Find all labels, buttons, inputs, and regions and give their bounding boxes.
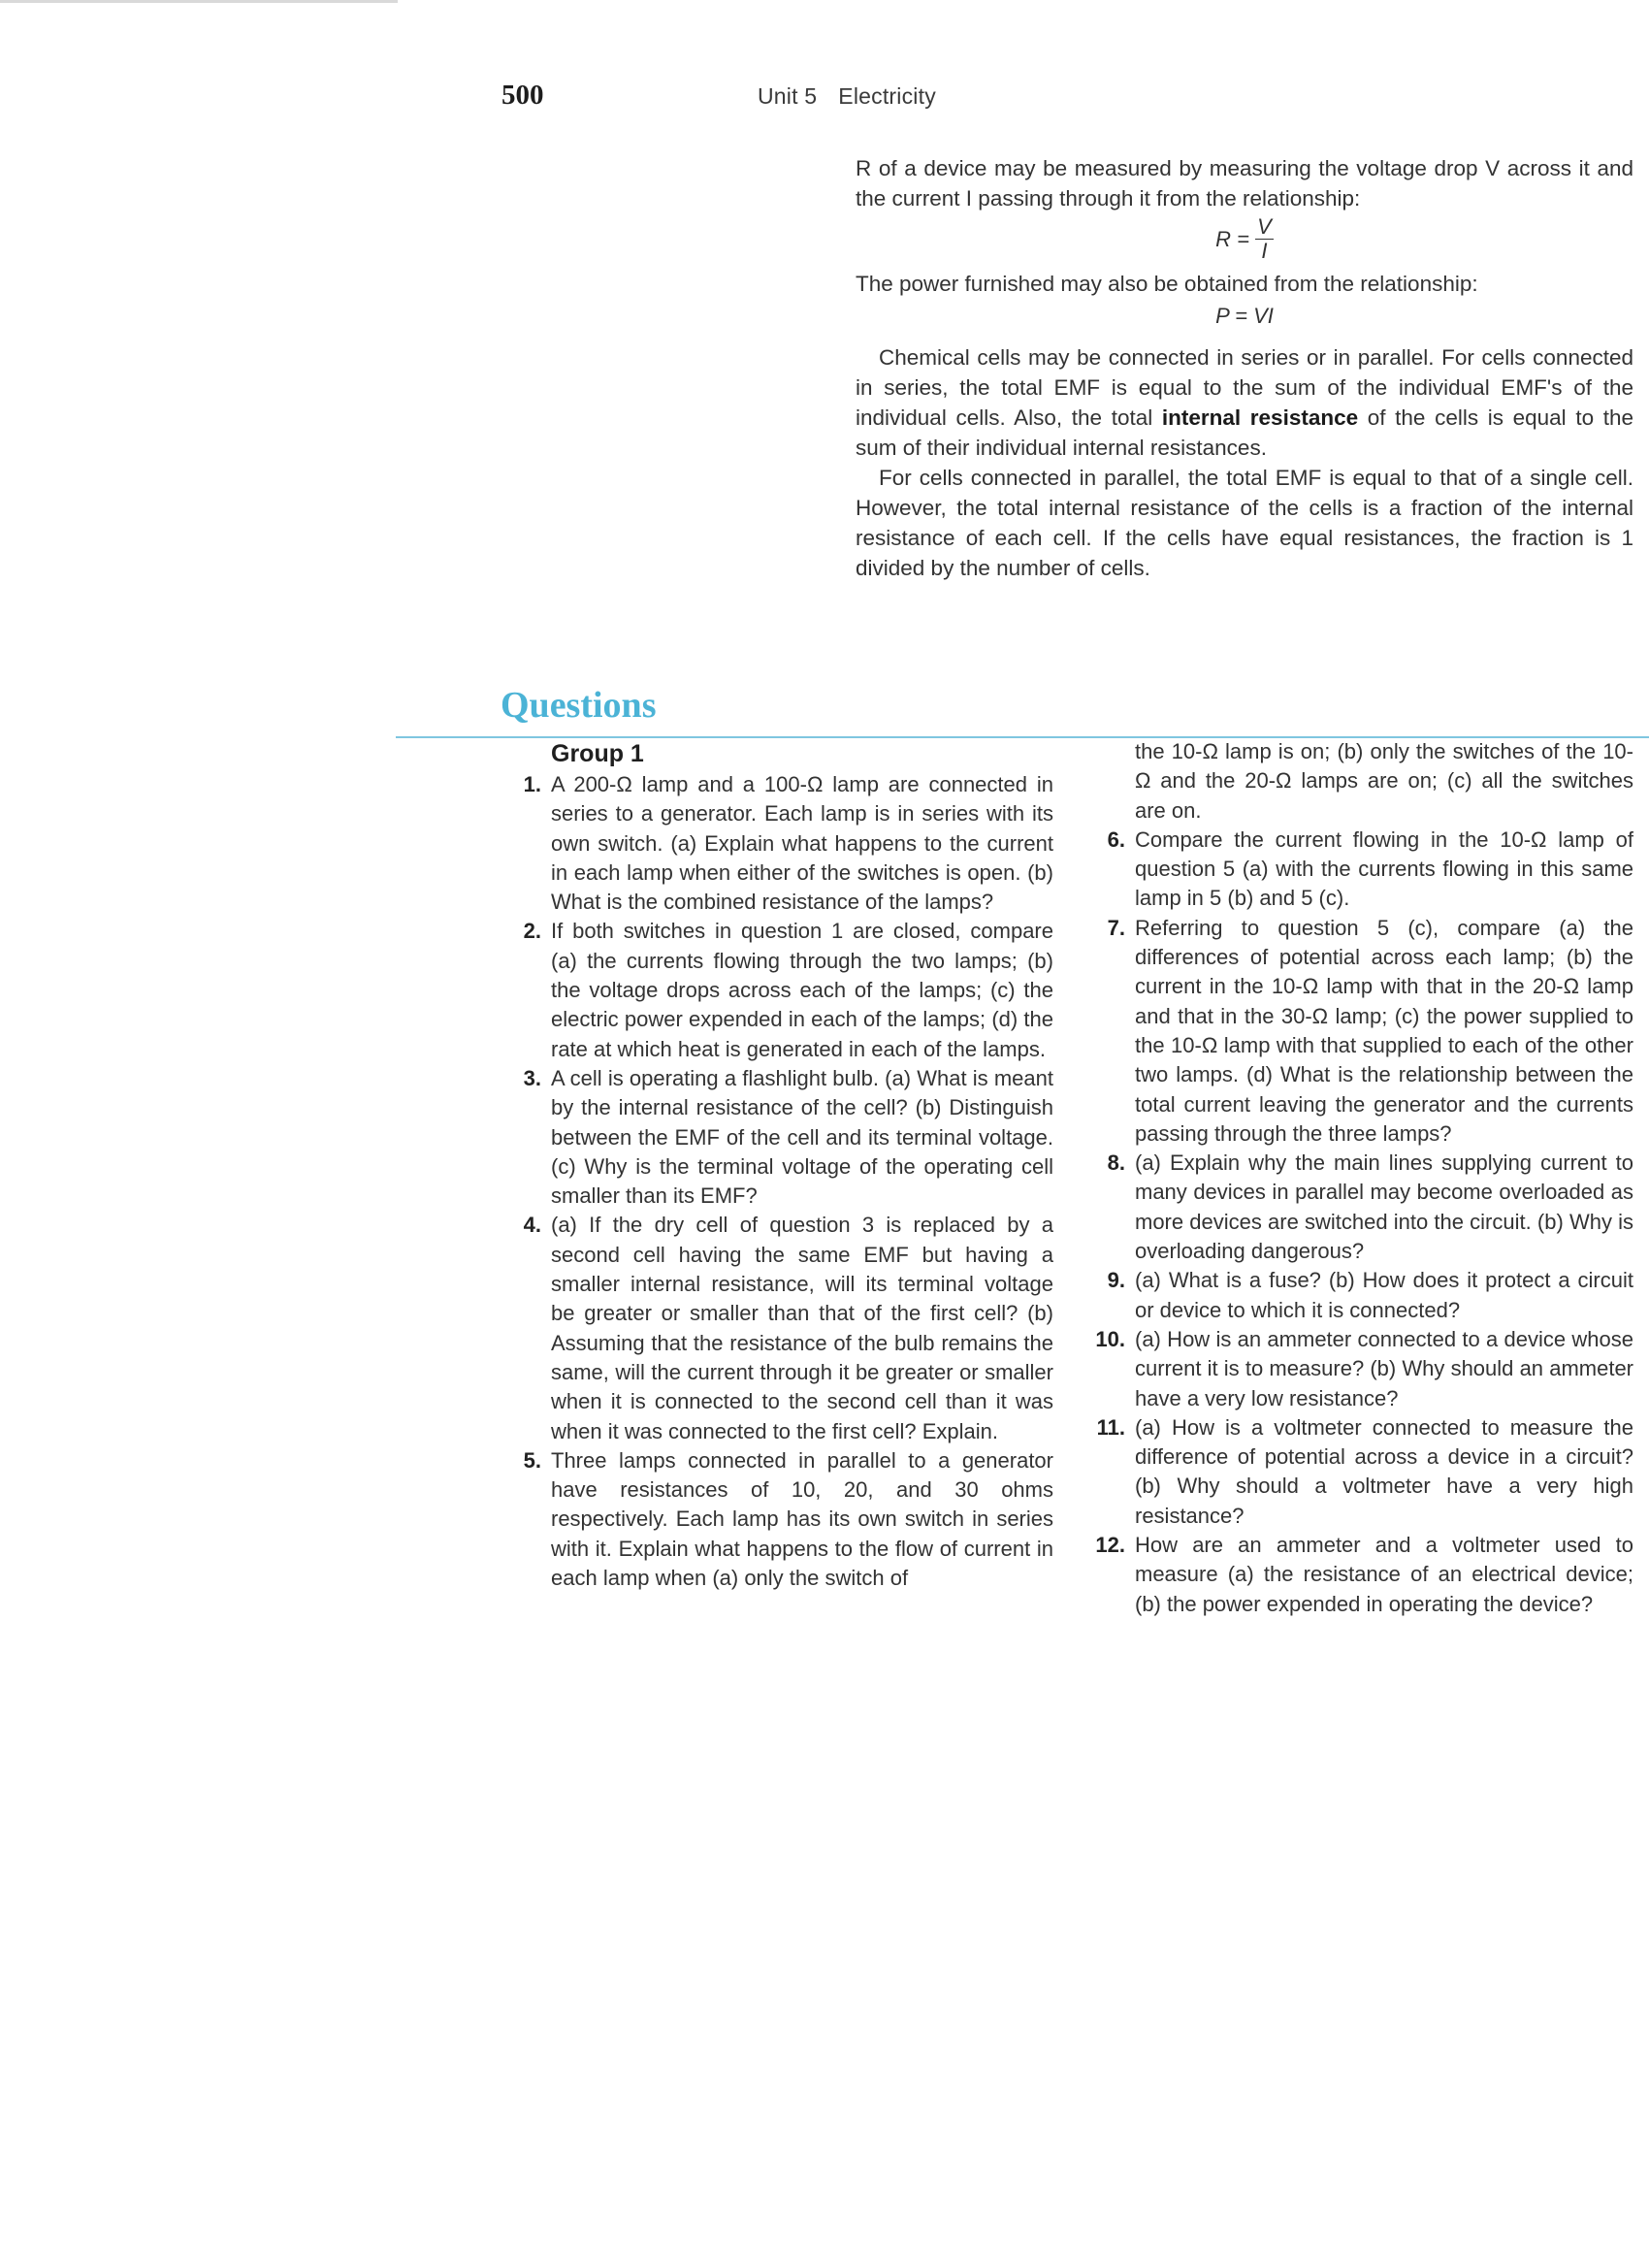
paragraph-series-cells — [856, 342, 1633, 463]
question-number: 2. — [523, 919, 541, 944]
question-item — [1094, 1413, 1633, 1531]
question-item — [510, 1211, 1053, 1445]
question-number: 4. — [523, 1213, 541, 1238]
question-item — [1094, 1266, 1633, 1325]
question-number: 8. — [1107, 1150, 1125, 1176]
question-item — [1094, 1149, 1633, 1266]
question-continuation: the 10-Ω lamp is on; (b) only the switches of the 10-Ω and the 20-Ω lamps are on; (c) all the switches are on. — [1135, 739, 1633, 823]
body-text — [856, 153, 1633, 583]
question-text: A 200-Ω lamp and a 100-Ω lamp are connected in series to a generator. Each lamp is in series with its own switch. (a) Explain what happens to the current in each lamp when either of the switches is open. (b) What is the combined resistance of the lamps? — [551, 772, 1053, 915]
question-item — [510, 770, 1053, 917]
question-text: (a) Explain why the main lines supplying current to many devices in parallel may become overloaded as more devices are switched into the circuit. (b) Why is overloading dangerous? — [1135, 1150, 1633, 1264]
group-heading: Group 1 — [551, 740, 644, 767]
scan-edge — [0, 0, 398, 3]
paragraph-resistance: R of a device may be measured by measuring the voltage drop V across it and the current I passing through it from the relationship: — [856, 156, 1633, 211]
question-text: Three lamps connected in parallel to a generator have resistances of 10, 20, and 30 ohms respectively. Each lamp has its own switch in series with it. Explain what happens to the flow of current in each lamp when (a) only the switch of — [551, 1447, 1053, 1591]
question-number: 12. — [1095, 1533, 1125, 1558]
question-number: 3. — [523, 1065, 541, 1090]
paragraph-parallel-cells: For cells connected in parallel, the total EMF is equal to that of a single cell. However, the total internal resistance of the cells is a fraction of the internal resistance of each cell. If the cells have equal resistances, the fraction is 1 divided by the number of cells. — [856, 466, 1633, 580]
question-number: 7. — [1107, 915, 1125, 940]
page-number: 500 — [501, 80, 544, 111]
question-text: (a) How is an ammeter connected to a device whose current it is to measure? (b) Why should an ammeter have a very low resistance? — [1135, 1326, 1633, 1410]
running-head — [758, 83, 936, 110]
question-item — [1094, 1531, 1633, 1619]
paragraph-power: The power furnished may also be obtained from the relationship: — [856, 272, 1478, 296]
series-text-a: Chemical cells may be connected in series or in parallel. For cells connected in series, the total EMF is equal to the sum of the individual EMF's of the individual cells. Also, the total — [856, 345, 1633, 430]
question-item — [1094, 1325, 1633, 1413]
question-item — [510, 917, 1053, 1063]
fraction-denominator: I — [1261, 239, 1268, 263]
question-item — [510, 1064, 1053, 1211]
question-item — [1094, 826, 1633, 914]
question-item — [510, 1446, 1053, 1593]
fraction — [1255, 215, 1274, 263]
series-text-b: of the cells is equal to the sum of their individual internal resistances. — [856, 405, 1633, 460]
questions-left-column — [510, 737, 1053, 1593]
term-internal-resistance: internal resistance — [1161, 405, 1359, 430]
question-number: 1. — [523, 772, 541, 796]
question-text: Referring to question 5 (c), compare (a) the differences of potential across each lamp; (b) the current in the 10-Ω lamp with that in the 20-Ω lamp and that in the 30-Ω lamp; (c) the power supplied to the 10-Ω lamp with that supplied to each of the other two lamps. (d) What is the relationship between the total current leaving the generator and the currents passing through the three lamps? — [1135, 915, 1633, 1146]
question-text: (a) How is a voltmeter connected to measure the difference of potential across a device in a circuit? (b) Why should a voltmeter have a very high resistance? — [1135, 1414, 1633, 1528]
fraction-numerator: V — [1257, 214, 1272, 239]
question-item — [1094, 914, 1633, 1149]
equation-resistance — [856, 215, 1633, 263]
question-text: If both switches in question 1 are closed, compare (a) the currents flowing through the two lamps; (b) the voltage drops across each of the lamps; (c) the electric power expended in each of the lamps; (d) the rate at which heat is generated in each of the lamps. — [551, 919, 1053, 1061]
question-number: 6. — [1107, 826, 1125, 852]
question-number: 5. — [523, 1447, 541, 1473]
question-text: A cell is operating a flashlight bulb. (a) What is meant by the internal resistance of the cell? (b) Distinguish between the EMF of the cell and its terminal voltage. (c) Why is the terminal voltage of the operating cell smaller than its EMF? — [551, 1065, 1053, 1209]
question-number: 11. — [1096, 1414, 1125, 1440]
chapter-label: Electricity — [838, 83, 936, 109]
question-text: (a) If the dry cell of question 3 is replaced by a second cell having the same EMF but having a smaller internal resistance, will its terminal voltage be greater or smaller than that of the first cell? (b) Assuming that the resistance of the bulb remains the same, will the current through it be greater or smaller when it is connected to the second cell than it was when it was connected to the first cell? Explain. — [551, 1213, 1053, 1443]
unit-label: Unit 5 — [758, 83, 818, 109]
questions-right-column — [1094, 737, 1633, 1619]
equation-power: P = VI — [1215, 304, 1274, 328]
question-text: How are an ammeter and a voltmeter used to measure (a) the resistance of an electrical device; (b) the power expended in operating the device? — [1135, 1533, 1633, 1616]
question-text: (a) What is a fuse? (b) How does it protect a circuit or device to which it is connected? — [1135, 1268, 1633, 1322]
question-number: 10. — [1095, 1326, 1125, 1351]
equation-lhs: R = — [1215, 227, 1250, 251]
question-text: Compare the current flowing in the 10-Ω lamp of question 5 (a) with the currents flowing in this same lamp in 5 (b) and 5 (c). — [1135, 826, 1633, 911]
section-title: Questions — [501, 685, 657, 726]
question-number: 9. — [1107, 1268, 1125, 1293]
